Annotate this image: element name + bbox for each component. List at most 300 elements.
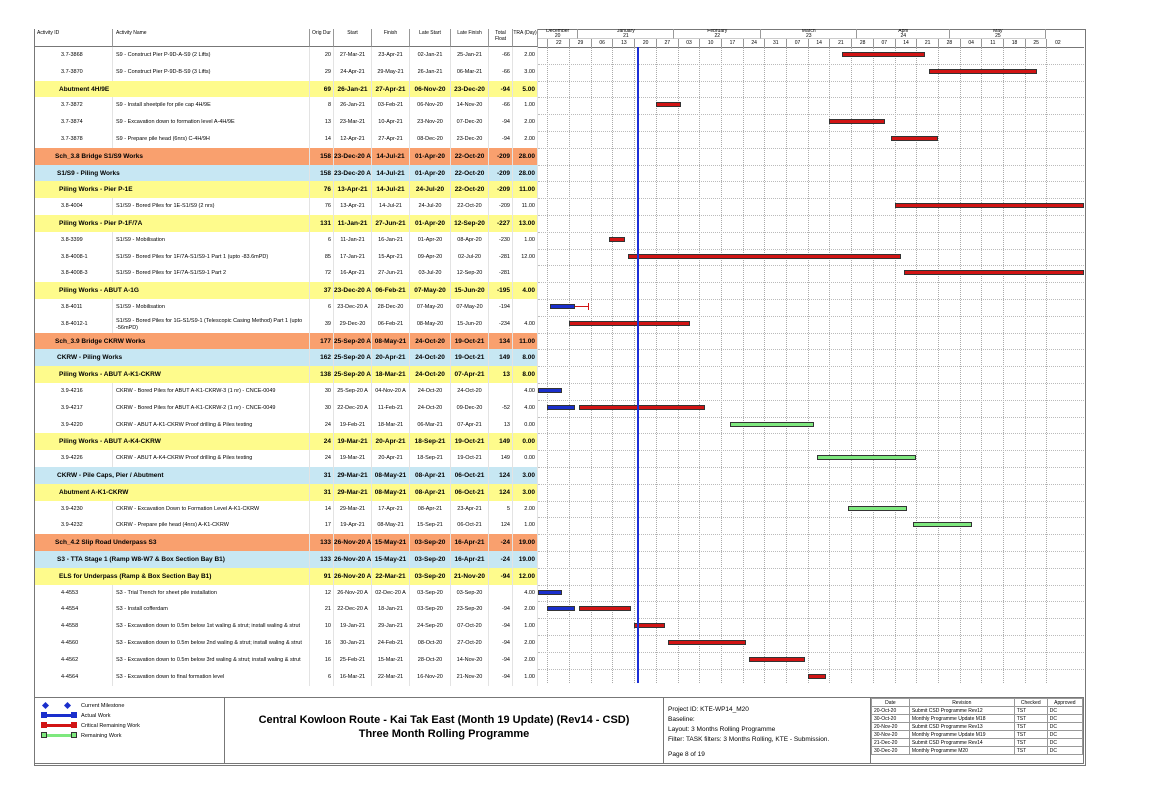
grid-line bbox=[678, 47, 679, 683]
month-label: January bbox=[616, 29, 635, 34]
table-row[interactable] bbox=[35, 97, 538, 114]
revision-row bbox=[872, 715, 1083, 723]
cell-start: 16-Apr-21 bbox=[334, 265, 372, 282]
cell-start: 29-Mar-21 bbox=[334, 501, 372, 518]
cell-tf: -94 bbox=[489, 81, 513, 98]
cell-id: 3.8-4011 bbox=[35, 299, 113, 316]
critical-bar[interactable] bbox=[929, 69, 1038, 74]
cell-lfinish: 07-Apr-21 bbox=[451, 417, 489, 434]
header-activity-name[interactable]: Activity Name bbox=[113, 29, 310, 47]
cell-lstart: 03-Sep-20 bbox=[410, 601, 451, 618]
cell-dur: 85 bbox=[310, 249, 334, 266]
timescale-header bbox=[538, 29, 1084, 48]
cell-finish: 18-Jan-21 bbox=[372, 601, 410, 618]
group-row[interactable] bbox=[35, 551, 538, 568]
timescale-week: 29 bbox=[569, 39, 591, 47]
project-id: Project ID: KTE-WP14_M20 bbox=[668, 706, 749, 713]
cell-name: S9 - Install sheetpile for pile cap 4H/9E bbox=[113, 97, 310, 114]
actual-work-swatch-icon bbox=[41, 714, 77, 717]
revision-row bbox=[872, 731, 1083, 739]
cell-tra: 1.00 bbox=[513, 669, 538, 686]
critical-bar[interactable] bbox=[749, 657, 805, 662]
grid-line bbox=[634, 47, 635, 683]
cell-tra: 5.00 bbox=[513, 81, 538, 98]
cell-finish: 22-Mar-21 bbox=[372, 669, 410, 686]
actual-bar[interactable] bbox=[547, 606, 575, 611]
row-grid-line bbox=[538, 265, 1084, 266]
row-grid-line bbox=[538, 232, 1084, 233]
critical-bar[interactable] bbox=[808, 674, 827, 679]
table-row[interactable] bbox=[35, 618, 538, 635]
cell-finish: 14-Jul-21 bbox=[372, 148, 410, 165]
critical-bar[interactable] bbox=[842, 52, 926, 57]
cell-id: 3.9-4232 bbox=[35, 517, 113, 534]
cell-name: S3 - Excavation down to 0.5m below 2nd waling & strut; install waling & strut bbox=[113, 635, 310, 652]
timescale-week: 07 bbox=[873, 39, 895, 47]
cell-start: 26-Jan-21 bbox=[334, 97, 372, 114]
row-grid-line bbox=[538, 635, 1084, 636]
group-row[interactable] bbox=[35, 568, 538, 585]
cell-lfinish: 12-Sep-20 bbox=[451, 265, 489, 282]
month-number: 24 bbox=[900, 33, 907, 39]
data-date-line bbox=[637, 47, 639, 683]
header-activity-id[interactable]: Activity ID bbox=[35, 29, 113, 47]
cell-tra: 4.00 bbox=[513, 400, 538, 417]
cell-name: Piling Works - Pier P-1F/7A bbox=[43, 215, 310, 232]
cell-lstart: 01-Apr-20 bbox=[410, 215, 451, 232]
table-row[interactable] bbox=[35, 585, 538, 602]
cell-id: 4-4558 bbox=[35, 618, 113, 635]
cell-dur: 133 bbox=[310, 551, 334, 568]
cell-start: 22-Dec-20 A bbox=[334, 601, 372, 618]
cell-dur: 30 bbox=[310, 400, 334, 417]
cell-name: S1/S9 - Mobilisation bbox=[113, 232, 310, 249]
critical-bar[interactable] bbox=[829, 119, 885, 124]
month-label: December bbox=[546, 29, 570, 34]
cell-start: 25-Sep-20 A bbox=[334, 383, 372, 400]
timescale-week: 17 bbox=[721, 39, 743, 47]
cell-lfinish: 12-Sep-20 bbox=[451, 215, 489, 232]
row-grid-line bbox=[538, 433, 1084, 434]
cell-tra: 2.00 bbox=[513, 131, 538, 148]
cell-lstart: 03-Sep-20 bbox=[410, 568, 451, 585]
grid-line bbox=[764, 47, 765, 683]
cell-lstart: 24-Oct-20 bbox=[410, 349, 451, 366]
cell-lstart: 01-Apr-20 bbox=[410, 165, 451, 182]
timescale-month bbox=[674, 29, 761, 39]
cell-finish: 06-Feb-21 bbox=[372, 316, 410, 333]
table-row[interactable] bbox=[35, 652, 538, 669]
header-late-start[interactable]: Late Start bbox=[410, 29, 451, 47]
cell-tra: 3.00 bbox=[513, 484, 538, 501]
cell-lfinish: 02-Jul-20 bbox=[451, 249, 489, 266]
actual-bar[interactable] bbox=[538, 590, 562, 595]
month-number: 22 bbox=[714, 33, 721, 39]
group-row[interactable] bbox=[35, 181, 538, 198]
cell-lfinish: 27-Oct-20 bbox=[451, 635, 489, 652]
cell-dur: 37 bbox=[310, 282, 334, 299]
cell-tf: -52 bbox=[489, 400, 513, 417]
table-row[interactable] bbox=[35, 400, 538, 417]
cell-start: 23-Mar-21 bbox=[334, 114, 372, 131]
revision-cell: DC bbox=[1047, 731, 1082, 739]
table-row[interactable] bbox=[35, 114, 538, 131]
revision-block bbox=[871, 698, 1083, 764]
remaining-bar[interactable] bbox=[848, 506, 907, 511]
cell-start: 23-Dec-20 A bbox=[334, 282, 372, 299]
cell-tf: -94 bbox=[489, 652, 513, 669]
revision-cell: DC bbox=[1047, 715, 1082, 723]
row-grid-line bbox=[538, 400, 1084, 401]
revision-row bbox=[872, 723, 1083, 731]
grid-line bbox=[721, 47, 722, 683]
cell-tra bbox=[513, 265, 538, 282]
revision-cell: TST bbox=[1014, 723, 1047, 731]
revision-cell: TST bbox=[1014, 707, 1047, 715]
cell-start: 30-Jan-21 bbox=[334, 635, 372, 652]
table-row[interactable] bbox=[35, 383, 538, 400]
cell-lstart: 08-Oct-20 bbox=[410, 635, 451, 652]
row-grid-line bbox=[538, 299, 1084, 300]
table-row[interactable] bbox=[35, 635, 538, 652]
cell-finish: 08-May-21 bbox=[372, 484, 410, 501]
row-grid-line bbox=[538, 383, 1084, 384]
cell-lstart: 08-Apr-21 bbox=[410, 484, 451, 501]
cell-lstart: 23-Nov-20 bbox=[410, 114, 451, 131]
critical-bar[interactable] bbox=[656, 102, 681, 107]
cell-lstart: 08-Apr-21 bbox=[410, 501, 451, 518]
group-row[interactable] bbox=[35, 534, 538, 551]
cell-tf: -94 bbox=[489, 568, 513, 585]
grid-line bbox=[938, 47, 939, 683]
cell-tf: -234 bbox=[489, 316, 513, 333]
cell-name: CKRW - Bored Piles for ABUT A-K1-CKRW-3 (1 nr) - CNCE-0049 bbox=[113, 383, 310, 400]
cell-tra: 4.00 bbox=[513, 316, 538, 333]
legend-label: Critical Remaining Work bbox=[81, 723, 140, 729]
cell-finish: 20-Apr-21 bbox=[372, 349, 410, 366]
critical-bar[interactable] bbox=[569, 321, 690, 326]
table-row[interactable] bbox=[35, 601, 538, 618]
table-row[interactable] bbox=[35, 501, 538, 518]
cell-tra: 1.00 bbox=[513, 517, 538, 534]
revision-header-cell: Checked bbox=[1014, 699, 1047, 707]
cell-finish: 15-May-21 bbox=[372, 551, 410, 568]
cell-tf: -94 bbox=[489, 618, 513, 635]
cell-finish: 17-Apr-21 bbox=[372, 501, 410, 518]
group-row[interactable] bbox=[35, 333, 538, 350]
header-tra[interactable]: TRA (Day) bbox=[513, 29, 538, 47]
cell-start: 25-Sep-20 A bbox=[334, 366, 372, 383]
cell-dur: 158 bbox=[310, 148, 334, 165]
legend-current-milestone bbox=[41, 702, 124, 710]
cell-dur: 24 bbox=[310, 417, 334, 434]
table-row[interactable] bbox=[35, 198, 538, 215]
cell-tf: -24 bbox=[489, 534, 513, 551]
group-row[interactable] bbox=[35, 467, 538, 484]
cell-id: 4-4553 bbox=[35, 585, 113, 602]
cell-lfinish: 22-Oct-20 bbox=[451, 198, 489, 215]
cell-tra: 3.00 bbox=[513, 64, 538, 81]
cell-tra: 4.00 bbox=[513, 383, 538, 400]
group-row[interactable] bbox=[35, 433, 538, 450]
legend-critical-remaining bbox=[41, 722, 140, 730]
cell-lstart: 02-Jan-21 bbox=[410, 47, 451, 64]
cell-lstart: 28-Oct-20 bbox=[410, 652, 451, 669]
cell-lstart: 08-Dec-20 bbox=[410, 131, 451, 148]
group-row[interactable] bbox=[35, 484, 538, 501]
actual-bar[interactable] bbox=[550, 304, 575, 309]
table-row[interactable] bbox=[35, 517, 538, 534]
cell-dur: 6 bbox=[310, 232, 334, 249]
revision-cell: DC bbox=[1047, 739, 1082, 747]
cell-lfinish: 06-Mar-21 bbox=[451, 64, 489, 81]
cell-lfinish: 23-Sep-20 bbox=[451, 601, 489, 618]
revision-cell: Monthly Programme Update M18 bbox=[909, 715, 1014, 723]
cell-dur: 76 bbox=[310, 181, 334, 198]
header-start[interactable]: Start bbox=[334, 29, 372, 47]
cell-id: 3.7-3878 bbox=[35, 131, 113, 148]
grid-line bbox=[569, 47, 570, 683]
cell-lstart: 06-Nov-20 bbox=[410, 81, 451, 98]
timescale-week: 31 bbox=[764, 39, 786, 47]
cell-lstart: 08-May-20 bbox=[410, 316, 451, 333]
group-row[interactable] bbox=[35, 282, 538, 299]
row-grid-line bbox=[538, 97, 1084, 98]
timescale-week: 21 bbox=[829, 39, 851, 47]
cell-finish: 24-Feb-21 bbox=[372, 635, 410, 652]
row-grid-line bbox=[538, 366, 1084, 367]
timescale-week: 27 bbox=[656, 39, 678, 47]
group-row[interactable] bbox=[35, 148, 538, 165]
month-number: 20 bbox=[554, 33, 561, 39]
cell-start: 22-Dec-20 A bbox=[334, 400, 372, 417]
critical-bar[interactable] bbox=[891, 136, 938, 141]
header-late-finish[interactable]: Late Finish bbox=[451, 29, 489, 47]
table-row[interactable] bbox=[35, 417, 538, 434]
cell-start: 29-Dec-20 bbox=[334, 316, 372, 333]
actual-bar[interactable] bbox=[547, 405, 575, 410]
cell-tf: 13 bbox=[489, 366, 513, 383]
cell-lfinish: 15-Jun-20 bbox=[451, 316, 489, 333]
cell-start: 19-Jan-21 bbox=[334, 618, 372, 635]
cell-tf: -66 bbox=[489, 97, 513, 114]
table-row[interactable] bbox=[35, 265, 538, 282]
cell-start: 29-Mar-21 bbox=[334, 467, 372, 484]
milestone-icon bbox=[41, 703, 77, 709]
cell-name: S3 - Trial Trench for sheet pile installation bbox=[113, 585, 310, 602]
legend-actual-work bbox=[41, 712, 111, 720]
cell-tra: 1.00 bbox=[513, 97, 538, 114]
cell-start: 25-Feb-21 bbox=[334, 652, 372, 669]
critical-bar[interactable] bbox=[895, 203, 1085, 208]
cell-finish: 03-Feb-21 bbox=[372, 97, 410, 114]
cell-tf: -66 bbox=[489, 47, 513, 64]
cell-finish: 04-Nov-20 A bbox=[372, 383, 410, 400]
revision-table bbox=[871, 698, 1083, 755]
critical-bar[interactable] bbox=[668, 640, 746, 645]
remaining-duration-line bbox=[575, 306, 589, 307]
table-row[interactable] bbox=[35, 316, 538, 333]
group-row[interactable] bbox=[35, 366, 538, 383]
row-grid-line bbox=[538, 131, 1084, 132]
revision-cell: TST bbox=[1014, 747, 1047, 755]
cell-start: 24-Apr-21 bbox=[334, 64, 372, 81]
cell-dur: 24 bbox=[310, 433, 334, 450]
month-number: 21 bbox=[623, 33, 629, 39]
revision-cell: Submit CSD Programme Rev12 bbox=[909, 707, 1014, 715]
row-grid-line bbox=[538, 181, 1084, 182]
report-title: Central Kowloon Route - Kai Tak East (Month 19 Update) (Rev14 - CSD) bbox=[258, 714, 630, 726]
critical-bar[interactable] bbox=[609, 237, 625, 242]
table-row[interactable] bbox=[35, 47, 538, 64]
cell-tf: -94 bbox=[489, 114, 513, 131]
group-row[interactable] bbox=[35, 165, 538, 182]
grid-line bbox=[916, 47, 917, 683]
cell-lfinish: 22-Oct-20 bbox=[451, 148, 489, 165]
cell-tra: 19.00 bbox=[513, 534, 538, 551]
row-grid-line bbox=[538, 568, 1084, 569]
cell-name: S3 - Excavation down to final formation level bbox=[113, 669, 310, 686]
header-orig-dur[interactable]: Orig Dur bbox=[310, 29, 334, 47]
critical-bar[interactable] bbox=[579, 405, 705, 410]
cell-tf: 124 bbox=[489, 484, 513, 501]
group-row[interactable] bbox=[35, 215, 538, 232]
page-number: Page 8 of 19 bbox=[668, 751, 705, 758]
cell-dur: 91 bbox=[310, 568, 334, 585]
row-grid-line bbox=[538, 417, 1084, 418]
cell-name: CKRW - ABUT A-K4-CKRW Proof drilling & Piles testing bbox=[113, 450, 310, 467]
cell-tra: 2.00 bbox=[513, 47, 538, 64]
header-total-float[interactable]: Total Float bbox=[489, 29, 513, 47]
revision-header-cell: Date bbox=[872, 699, 910, 707]
critical-swatch-icon bbox=[41, 724, 77, 727]
timescale-week: 14 bbox=[895, 39, 917, 47]
cell-start: 29-Mar-21 bbox=[334, 484, 372, 501]
revision-row bbox=[872, 707, 1083, 715]
row-grid-line bbox=[538, 165, 1084, 166]
cell-tf: 149 bbox=[489, 433, 513, 450]
revision-cell: 30-Dec-20 bbox=[872, 747, 910, 755]
cell-dur: 72 bbox=[310, 265, 334, 282]
table-row[interactable] bbox=[35, 450, 538, 467]
remaining-bar[interactable] bbox=[817, 455, 916, 460]
cell-start: 11-Jan-21 bbox=[334, 232, 372, 249]
revision-cell: 20-Nov-20 bbox=[872, 723, 910, 731]
cell-name: S9 - Construct Pier P-9D-A-S9 (2 Lifts) bbox=[113, 47, 310, 64]
cell-finish: 18-Mar-21 bbox=[372, 417, 410, 434]
cell-tra: 8.00 bbox=[513, 366, 538, 383]
revision-cell: Monthly Programme M20 bbox=[909, 747, 1014, 755]
cell-lfinish: 24-Oct-20 bbox=[451, 383, 489, 400]
cell-dur: 31 bbox=[310, 467, 334, 484]
cell-lstart: 01-Apr-20 bbox=[410, 148, 451, 165]
cell-tf: 124 bbox=[489, 467, 513, 484]
table-row[interactable] bbox=[35, 669, 538, 686]
grid-line bbox=[829, 47, 830, 683]
remaining-bar[interactable] bbox=[730, 422, 814, 427]
table-row[interactable] bbox=[35, 232, 538, 249]
cell-dur: 162 bbox=[310, 349, 334, 366]
legend-label: Remaining Work bbox=[81, 733, 122, 739]
cell-lfinish: 19-Oct-21 bbox=[451, 433, 489, 450]
cell-id: 4-4562 bbox=[35, 652, 113, 669]
table-row[interactable] bbox=[35, 131, 538, 148]
row-grid-line bbox=[538, 316, 1084, 317]
remaining-bar[interactable] bbox=[913, 522, 972, 527]
cell-tf: -24 bbox=[489, 551, 513, 568]
cell-name: ELS for Underpass (Ramp & Box Section Bay B1) bbox=[43, 568, 310, 585]
revision-cell: Submit CSD Programme Rev13 bbox=[909, 723, 1014, 731]
cell-lstart: 26-Jan-21 bbox=[410, 64, 451, 81]
cell-dur: 20 bbox=[310, 47, 334, 64]
project-baseline: Baseline: bbox=[668, 716, 695, 723]
cell-tf: -230 bbox=[489, 232, 513, 249]
cell-tra bbox=[513, 299, 538, 316]
cell-tf: -209 bbox=[489, 148, 513, 165]
cell-finish: 15-May-21 bbox=[372, 534, 410, 551]
cell-dur: 39 bbox=[310, 316, 334, 333]
cell-name: Piling Works - ABUT A-K4-CKRW bbox=[43, 433, 310, 450]
revision-header-cell: Approved bbox=[1047, 699, 1082, 707]
cell-start: 16-Mar-21 bbox=[334, 669, 372, 686]
timescale-week: 02 bbox=[1046, 39, 1068, 47]
cell-tra: 8.00 bbox=[513, 349, 538, 366]
row-grid-line bbox=[538, 534, 1084, 535]
critical-bar[interactable] bbox=[628, 254, 901, 259]
critical-bar[interactable] bbox=[579, 606, 631, 611]
cell-name: CKRW - Piling Works bbox=[43, 349, 310, 366]
cell-dur: 158 bbox=[310, 165, 334, 182]
timescale-month bbox=[538, 29, 578, 39]
timescale-week: 21 bbox=[916, 39, 938, 47]
cell-start: 23-Dec-20 A bbox=[334, 148, 372, 165]
table-row[interactable] bbox=[35, 249, 538, 266]
cell-lstart: 18-Sep-21 bbox=[410, 433, 451, 450]
remaining-duration-cap bbox=[588, 303, 589, 310]
cell-name: Piling Works - Pier P-1E bbox=[43, 181, 310, 198]
cell-tra: 28.00 bbox=[513, 148, 538, 165]
cell-id: 3.8-4008-1 bbox=[35, 249, 113, 266]
cell-dur: 69 bbox=[310, 81, 334, 98]
cell-lfinish: 14-Nov-20 bbox=[451, 97, 489, 114]
cell-finish: 20-Apr-21 bbox=[372, 433, 410, 450]
cell-finish: 27-Apr-21 bbox=[372, 81, 410, 98]
cell-name: Sch_3.8 Bridge S1/S9 Works bbox=[43, 148, 310, 165]
group-row[interactable] bbox=[35, 81, 538, 98]
cell-id: 3.9-4220 bbox=[35, 417, 113, 434]
project-info bbox=[664, 698, 871, 764]
header-finish[interactable]: Finish bbox=[372, 29, 410, 47]
critical-bar[interactable] bbox=[904, 270, 1084, 275]
cell-dur: 133 bbox=[310, 534, 334, 551]
table-row[interactable] bbox=[35, 64, 538, 81]
cell-finish: 08-May-21 bbox=[372, 333, 410, 350]
row-grid-line bbox=[538, 333, 1084, 334]
timescale-week: 28 bbox=[938, 39, 960, 47]
cell-finish: 29-May-21 bbox=[372, 64, 410, 81]
row-grid-line bbox=[538, 484, 1084, 485]
table-row[interactable] bbox=[35, 299, 538, 316]
cell-start: 13-Apr-21 bbox=[334, 181, 372, 198]
grid-line bbox=[1025, 47, 1026, 683]
cell-tf: 149 bbox=[489, 450, 513, 467]
row-grid-line bbox=[538, 517, 1084, 518]
cell-lstart: 24-Oct-20 bbox=[410, 333, 451, 350]
row-grid-line bbox=[538, 601, 1084, 602]
cell-dur: 29 bbox=[310, 64, 334, 81]
actual-bar[interactable] bbox=[538, 388, 562, 393]
group-row[interactable] bbox=[35, 349, 538, 366]
